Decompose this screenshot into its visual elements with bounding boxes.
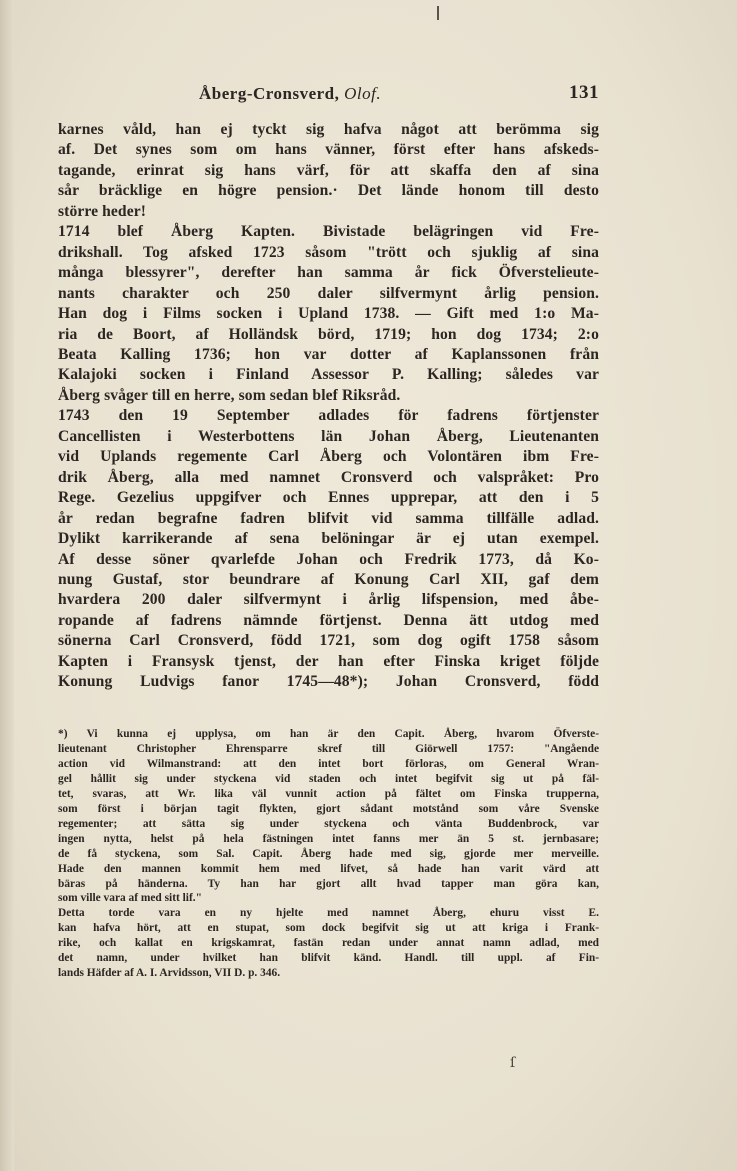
- footnote-line: rike, och kallat en krigskamrat, fastän redan under annat namn adlad, med: [58, 937, 599, 950]
- text-line: ropande af fadrens nämnde förtjenst. Denna ätt utdog med: [58, 611, 599, 629]
- text-line: Kapten i Fransysk tjenst, der han efter Finska kriget följde: [58, 652, 599, 670]
- text-line: Beata Kalling 1736; hon var dotter af Kaplanssonen från: [58, 345, 599, 363]
- text-line: Rege. Gezelius uppgifver och Ennes upprepar, att den i 5: [58, 489, 599, 507]
- footnote-line: *) Vi kunna ej upplysa, om han är den Capit. Åberg, hvarom Öfverste-: [58, 728, 599, 740]
- text-line: ria de Boort, af Holländsk börd, 1719; hon dog 1734; 2:o: [58, 325, 599, 343]
- text-line: sönerna Carl Cronsverd, född 1721, som dog ogift 1758 såsom: [58, 632, 599, 650]
- text-line: år redan begrafne fadren blifvit vid samma tillfälle adlad.: [58, 509, 599, 527]
- text-line: nants charakter och 250 daler silfvermynt årlig pension.: [58, 284, 599, 302]
- footnote-line: det namn, under hvilket han blifvit känd. Handl. till uppl. af Fin-: [58, 952, 599, 965]
- text-line: Af desse söner qvarlefde Johan och Fredrik 1773, då Ko-: [58, 550, 599, 568]
- bottom-printer-mark: ſ: [510, 1055, 516, 1071]
- running-header: [199, 80, 599, 110]
- text-line: Dylikt karrikerande af sena belöningar är ej utan exempel.: [58, 530, 599, 548]
- footnote-line: regementer; att sätta sig under styckena och vänta Buddenbrock, var: [58, 817, 599, 830]
- text-line: tagande, erinrat sig hans värf, för att skaffa den af sina: [58, 161, 599, 179]
- page-spine-shadow: [0, 0, 14, 1171]
- text-line: nung Gustaf, stor beundrare af Konung Carl XII, gaf dem: [58, 570, 599, 588]
- page-number: 131: [569, 82, 599, 103]
- text-line: drikshall. Tog afsked 1723 såsom "trött och sjuklig af sina: [58, 243, 599, 261]
- footnote-line: gel hållit sig under styckena vid staden och intet begifvit sig ut på fäl-: [58, 772, 599, 785]
- text-line: karnes våld, han ej tyckt sig hafva något att berömma sig: [58, 121, 599, 138]
- main-text: [58, 120, 599, 693]
- footnote-line: lieutenant Christopher Ehrensparre skref till Giörwell 1757: "Angående: [58, 742, 599, 755]
- text-line: af. Det synes som om hans vänner, först efter hans afskeds-: [58, 141, 599, 159]
- footnote-line: action vid Wilmanstrand: att den intet bort förloras, om General Wran-: [58, 757, 599, 770]
- footnote-line: som ville vara af med sitt lif.": [58, 892, 202, 905]
- footnote-line: tet, svaras, att Wr. lika väl vunnit action på fältet om Finska trupperna,: [58, 787, 599, 800]
- running-title-name: Olof.: [344, 84, 382, 103]
- text-line: Han dog i Films socken i Upland 1738. — Gift med 1:o Ma-: [58, 305, 599, 323]
- footnote-line: bäras på händerna. Ty han har gjort allt hvad tapper man göra kan,: [58, 877, 599, 890]
- footnote-line: lands Häfder af A. I. Arvidsson, VII D. p. 346.: [58, 967, 281, 980]
- footnote-line: de få styckena, som Sal. Capit. Åberg hade med sig, gjorde mer merveille.: [58, 847, 599, 860]
- text-line: större heder!: [58, 202, 147, 220]
- running-title-text: Åberg-Cronsverd,: [199, 84, 340, 103]
- footnote-line: Detta torde vara en ny hjelte med namnet Åberg, ehuru visst E.: [58, 907, 599, 920]
- text-line: 1743 den 19 September adlades för fadrens förtjenster: [58, 407, 599, 425]
- footnote-line: Hade den mannen kommit hem med lifvet, så hade han varit värd att: [58, 862, 599, 875]
- text-line: Konung Ludvigs fanor 1745—48*); Johan Cronsverd, född: [58, 673, 599, 691]
- footnote: [58, 727, 599, 981]
- footnote-line: ingen nytta, helst på hela fästningen intet fanns mer än 5 st. jernbasare;: [58, 832, 599, 845]
- text-line: Kalajoki socken i Finland Assessor P. Kalling; således var: [58, 366, 599, 384]
- running-title: [199, 84, 381, 104]
- text-line: sår bräcklige en högre pension.· Det lände honom till desto: [58, 182, 599, 200]
- text-line: Åberg svåger till en herre, som sedan blef Riksråd.: [58, 386, 401, 404]
- text-line: vid Uplands regemente Carl Åberg och Volontären ibm Fre-: [58, 448, 599, 466]
- text-line: många blessyrer", derefter han samma år fick Öfverstelieute-: [58, 264, 599, 282]
- top-edge-mark: [437, 6, 439, 20]
- text-line: drik Åberg, alla med namnet Cronsverd och valspråket: Pro: [58, 468, 599, 486]
- footnote-line: kan hafva hört, att en stupat, som dock begifvit sig ut att kriga i Frank-: [58, 922, 599, 935]
- footnote-line: som först i början tagit flykten, gjort sådant motstånd som våre Svenske: [58, 802, 599, 815]
- text-line: 1714 blef Åberg Kapten. Bivistade belägringen vid Fre-: [58, 223, 599, 241]
- text-line: hvardera 200 daler silfvermynt i årlig lifspension, med åbe-: [58, 591, 599, 609]
- text-line: Cancellisten i Westerbottens län Johan Åberg, Lieutenanten: [58, 427, 599, 445]
